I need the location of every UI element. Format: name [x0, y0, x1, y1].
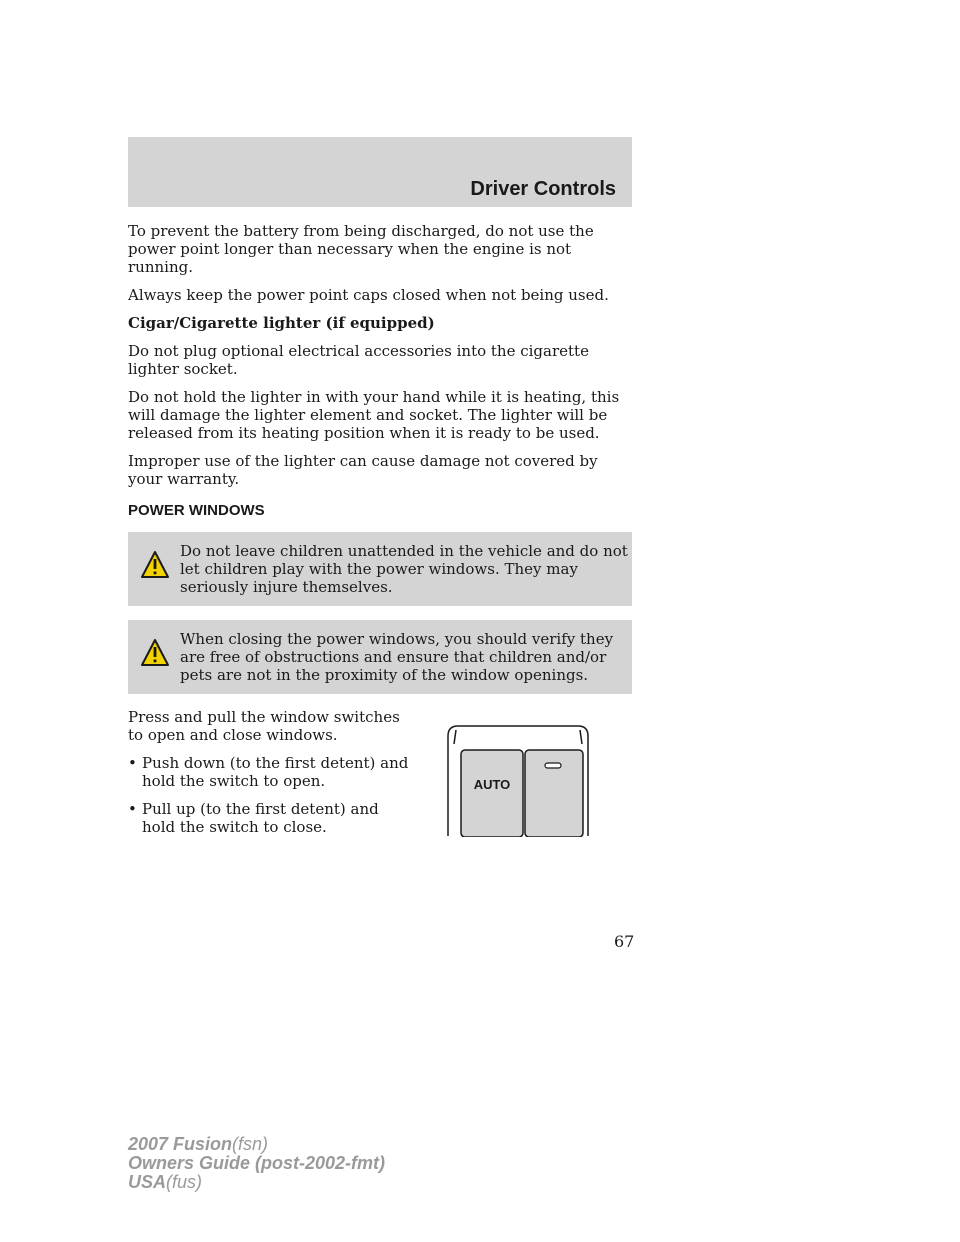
window-switch-section	[128, 708, 632, 836]
accessories-paragraph: Do not plug optional electrical accessories into the cigarette lighter socket.	[128, 342, 589, 378]
lighter-hold-paragraph: Do not hold the lighter in with your hand while it is heating, this will damage the lighter element and socket. The lighter will be released from its heating position when it is ready to be used.	[128, 388, 620, 442]
warning-text-obstructions: When closing the power windows, you should verify they are free of obstructions and ensure that children and/or pets are not in the proximity of the window openings.	[180, 630, 614, 684]
warning-box-obstructions	[128, 620, 632, 694]
list-item	[128, 754, 410, 790]
warning-triangle-icon	[140, 550, 170, 580]
instructions-column	[128, 708, 410, 836]
auto-label: AUTO	[473, 777, 511, 792]
cigar-lighter-heading: Cigar/Cigarette lighter (if equipped)	[128, 314, 435, 332]
battery-paragraph: To prevent the battery from being discharged, do not use the power point longer than necessary when the engine is not running.	[128, 222, 594, 276]
warning-text-children: Do not leave children unattended in the vehicle and do not let children play with the power windows. They may seriously injure themselves.	[180, 542, 628, 596]
warning-box-children	[128, 532, 632, 606]
footer-line-model: 2007 Fusion(fsn)	[128, 1134, 269, 1154]
page-content	[128, 222, 632, 846]
bullet-text-close: Pull up (to the first detent) and hold the switch to close.	[142, 800, 379, 836]
footer-line-guide: Owners Guide (post-2002-fmt)	[128, 1153, 386, 1173]
page-number: 67	[614, 932, 635, 951]
bullet-text-open: Push down (to the first detent) and hold the switch to open.	[142, 754, 409, 790]
instructions-intro: Press and pull the window switches to open and close windows.	[128, 708, 400, 744]
power-windows-heading: POWER WINDOWS	[128, 502, 265, 519]
bullet-symbol: •	[128, 800, 137, 818]
section-title: Driver Controls	[470, 178, 616, 200]
warning-triangle-icon	[140, 638, 170, 668]
section-header-band	[128, 137, 632, 207]
caps-paragraph: Always keep the power point caps closed when not being used.	[128, 286, 609, 304]
bullet-symbol: •	[128, 754, 137, 772]
window-lock-indicator	[545, 763, 561, 768]
list-item	[128, 800, 410, 836]
improper-use-paragraph: Improper use of the lighter can cause damage not covered by your warranty.	[128, 452, 598, 488]
footer-line-region: USA(fus)	[128, 1172, 203, 1192]
window-switch-illustration	[444, 722, 592, 837]
document-footer	[128, 1135, 385, 1192]
